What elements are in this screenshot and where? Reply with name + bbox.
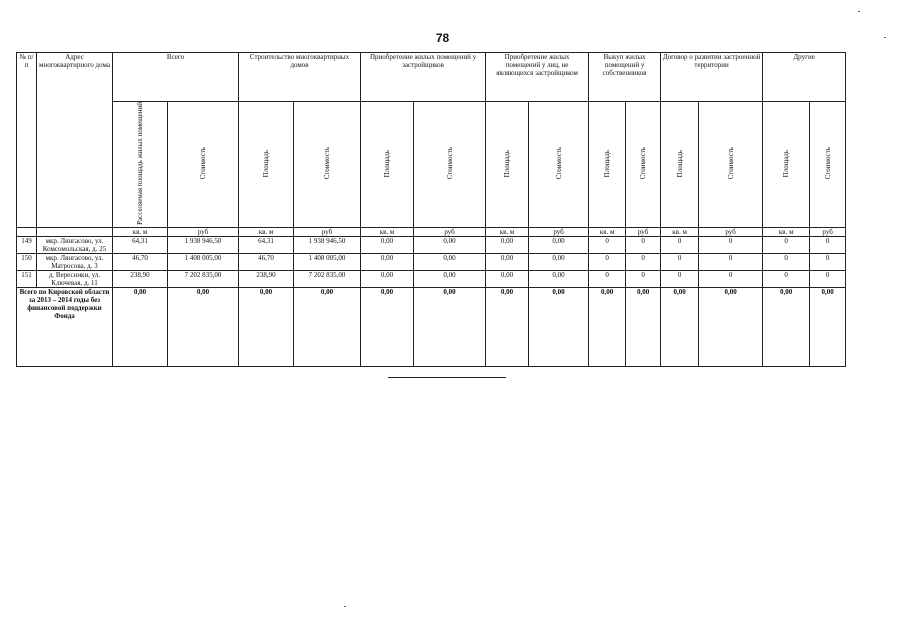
- table-cell: 0,00: [486, 270, 529, 287]
- table-cell: 46,70: [113, 253, 168, 270]
- table-cell: 0: [699, 236, 763, 253]
- total-cell: 0,00: [294, 287, 361, 366]
- col-header-from-others: Приобретение жилых помещений у лиц, не являющихся застройщиком: [486, 53, 589, 102]
- unit-cell: руб: [699, 227, 763, 236]
- row-num: 149: [17, 236, 37, 253]
- unit-cell: кв. м: [763, 227, 810, 236]
- subheader-cell: Площадь: [763, 102, 810, 228]
- table-cell: 0: [763, 253, 810, 270]
- table-cell: 0,00: [529, 270, 589, 287]
- table-cell: 1 408 005,00: [294, 253, 361, 270]
- table-cell: 0,00: [414, 270, 486, 287]
- total-cell: 0,00: [589, 287, 626, 366]
- table-cell: 1 408 005,00: [168, 253, 239, 270]
- total-cell: 0,00: [168, 287, 239, 366]
- total-cell: 0,00: [763, 287, 810, 366]
- scan-speck: [858, 11, 860, 12]
- table-cell: 1 938 946,50: [168, 236, 239, 253]
- table-cell: 0: [699, 270, 763, 287]
- table-cell: 7 202 835,00: [294, 270, 361, 287]
- total-cell: 0,00: [486, 287, 529, 366]
- table-cell: 238,90: [239, 270, 294, 287]
- table-cell: 0,00: [529, 236, 589, 253]
- unit-cell: [37, 227, 113, 236]
- row-address: мкр. Лянгасово, ул. Матросова, д. 3: [37, 253, 113, 270]
- subheader-cell: Стоимость: [810, 102, 846, 228]
- row-address: мкр. Лянгасово, ул. Комсомольская, д. 25: [37, 236, 113, 253]
- table-cell: 0,00: [361, 236, 414, 253]
- col-header-development: Договор о развитии застроенной территории: [661, 53, 763, 102]
- table-cell: 0,00: [486, 253, 529, 270]
- table-cell: 0,00: [414, 236, 486, 253]
- total-cell: 0,00: [414, 287, 486, 366]
- subheader-cell: Стоимость: [699, 102, 763, 228]
- subheader-cell: Площадь: [589, 102, 626, 228]
- table-cell: 0,00: [361, 270, 414, 287]
- table-cell: 46,70: [239, 253, 294, 270]
- table-cell: 0: [589, 270, 626, 287]
- subheader-row: [17, 102, 846, 228]
- table-cell: 0: [810, 270, 846, 287]
- table-cell: 64,31: [113, 236, 168, 253]
- table-row: [17, 270, 846, 287]
- subheader-cell: Стоимость: [529, 102, 589, 228]
- table-cell: 0: [626, 270, 661, 287]
- unit-cell: [17, 227, 37, 236]
- total-cell: 0,00: [810, 287, 846, 366]
- unit-cell: руб: [626, 227, 661, 236]
- col-header-from-developers: Приобретение жилых помещений у застройщиков: [361, 53, 486, 102]
- unit-cell: руб: [168, 227, 239, 236]
- total-cell: 0,00: [626, 287, 661, 366]
- col-header-other: Другие: [763, 53, 846, 102]
- subheader-cell: Стоимость: [626, 102, 661, 228]
- subheader-cell: Стоимость: [294, 102, 361, 228]
- table-cell: 0,00: [486, 236, 529, 253]
- total-cell: 0,00: [699, 287, 763, 366]
- table-cell: 0,00: [529, 253, 589, 270]
- row-num: 150: [17, 253, 37, 270]
- unit-cell: руб: [414, 227, 486, 236]
- table-cell: 0,00: [414, 253, 486, 270]
- table-cell: 7 202 835,00: [168, 270, 239, 287]
- table-cell: 0: [810, 253, 846, 270]
- unit-cell: руб: [529, 227, 589, 236]
- resettlement-table: [16, 52, 846, 367]
- col-header-address: Адрес многоквартирного дома: [37, 53, 113, 228]
- row-address: д. Вересники, ул. Ключевая, д. 11: [37, 270, 113, 287]
- total-cell: 0,00: [113, 287, 168, 366]
- subheader-cell: Площадь: [361, 102, 414, 228]
- total-cell: 0,00: [239, 287, 294, 366]
- unit-cell: кв. м: [486, 227, 529, 236]
- total-row: [17, 287, 846, 366]
- table-cell: 64,31: [239, 236, 294, 253]
- table-cell: 0: [626, 253, 661, 270]
- total-label: Всего по Кировской области за 2013 – 2014 годы без финансовой поддержки Фонда: [17, 287, 113, 366]
- col-header-num: № п/п: [17, 53, 37, 228]
- subheader-cell: Площадь: [486, 102, 529, 228]
- subheader-cell: Площадь: [661, 102, 699, 228]
- table-cell: 0: [763, 236, 810, 253]
- page-number: 78: [435, 31, 450, 45]
- unit-cell: кв. м: [589, 227, 626, 236]
- scan-speck: [344, 606, 346, 607]
- row-num: 151: [17, 270, 37, 287]
- subheader-cell: Площадь: [239, 102, 294, 228]
- total-cell: 0,00: [529, 287, 589, 366]
- unit-cell: кв. м: [113, 227, 168, 236]
- col-header-buyout: Выкуп жилых помещений у собственников: [589, 53, 661, 102]
- units-row: [17, 227, 846, 236]
- total-cell: 0,00: [661, 287, 699, 366]
- unit-cell: руб: [810, 227, 846, 236]
- total-cell: 0,00: [361, 287, 414, 366]
- table-cell: 0: [589, 236, 626, 253]
- unit-cell: кв. м: [239, 227, 294, 236]
- table-row: [17, 236, 846, 253]
- table-cell: 0,00: [361, 253, 414, 270]
- unit-cell: кв. м: [661, 227, 699, 236]
- table-cell: 0: [699, 253, 763, 270]
- table-cell: 0: [589, 253, 626, 270]
- table-cell: 0: [661, 253, 699, 270]
- table-cell: 0: [626, 236, 661, 253]
- separator-line: [388, 377, 506, 378]
- table-cell: 1 938 946,50: [294, 236, 361, 253]
- subheader-cell: Стоимость: [168, 102, 239, 228]
- col-header-all: Всего: [113, 53, 239, 102]
- subheader-cell: Стоимость: [414, 102, 486, 228]
- table-cell: 0: [763, 270, 810, 287]
- header-row: [17, 53, 846, 102]
- unit-cell: кв. м: [361, 227, 414, 236]
- scan-speck: [884, 37, 886, 38]
- subheader-cell: Расселяемая площадь жилых помещений: [113, 102, 168, 228]
- table-cell: 238,90: [113, 270, 168, 287]
- table-row: [17, 253, 846, 270]
- col-header-construction: Строительство многоквартирных домов: [239, 53, 361, 102]
- unit-cell: руб: [294, 227, 361, 236]
- table-cell: 0: [661, 270, 699, 287]
- table-cell: 0: [661, 236, 699, 253]
- table-cell: 0: [810, 236, 846, 253]
